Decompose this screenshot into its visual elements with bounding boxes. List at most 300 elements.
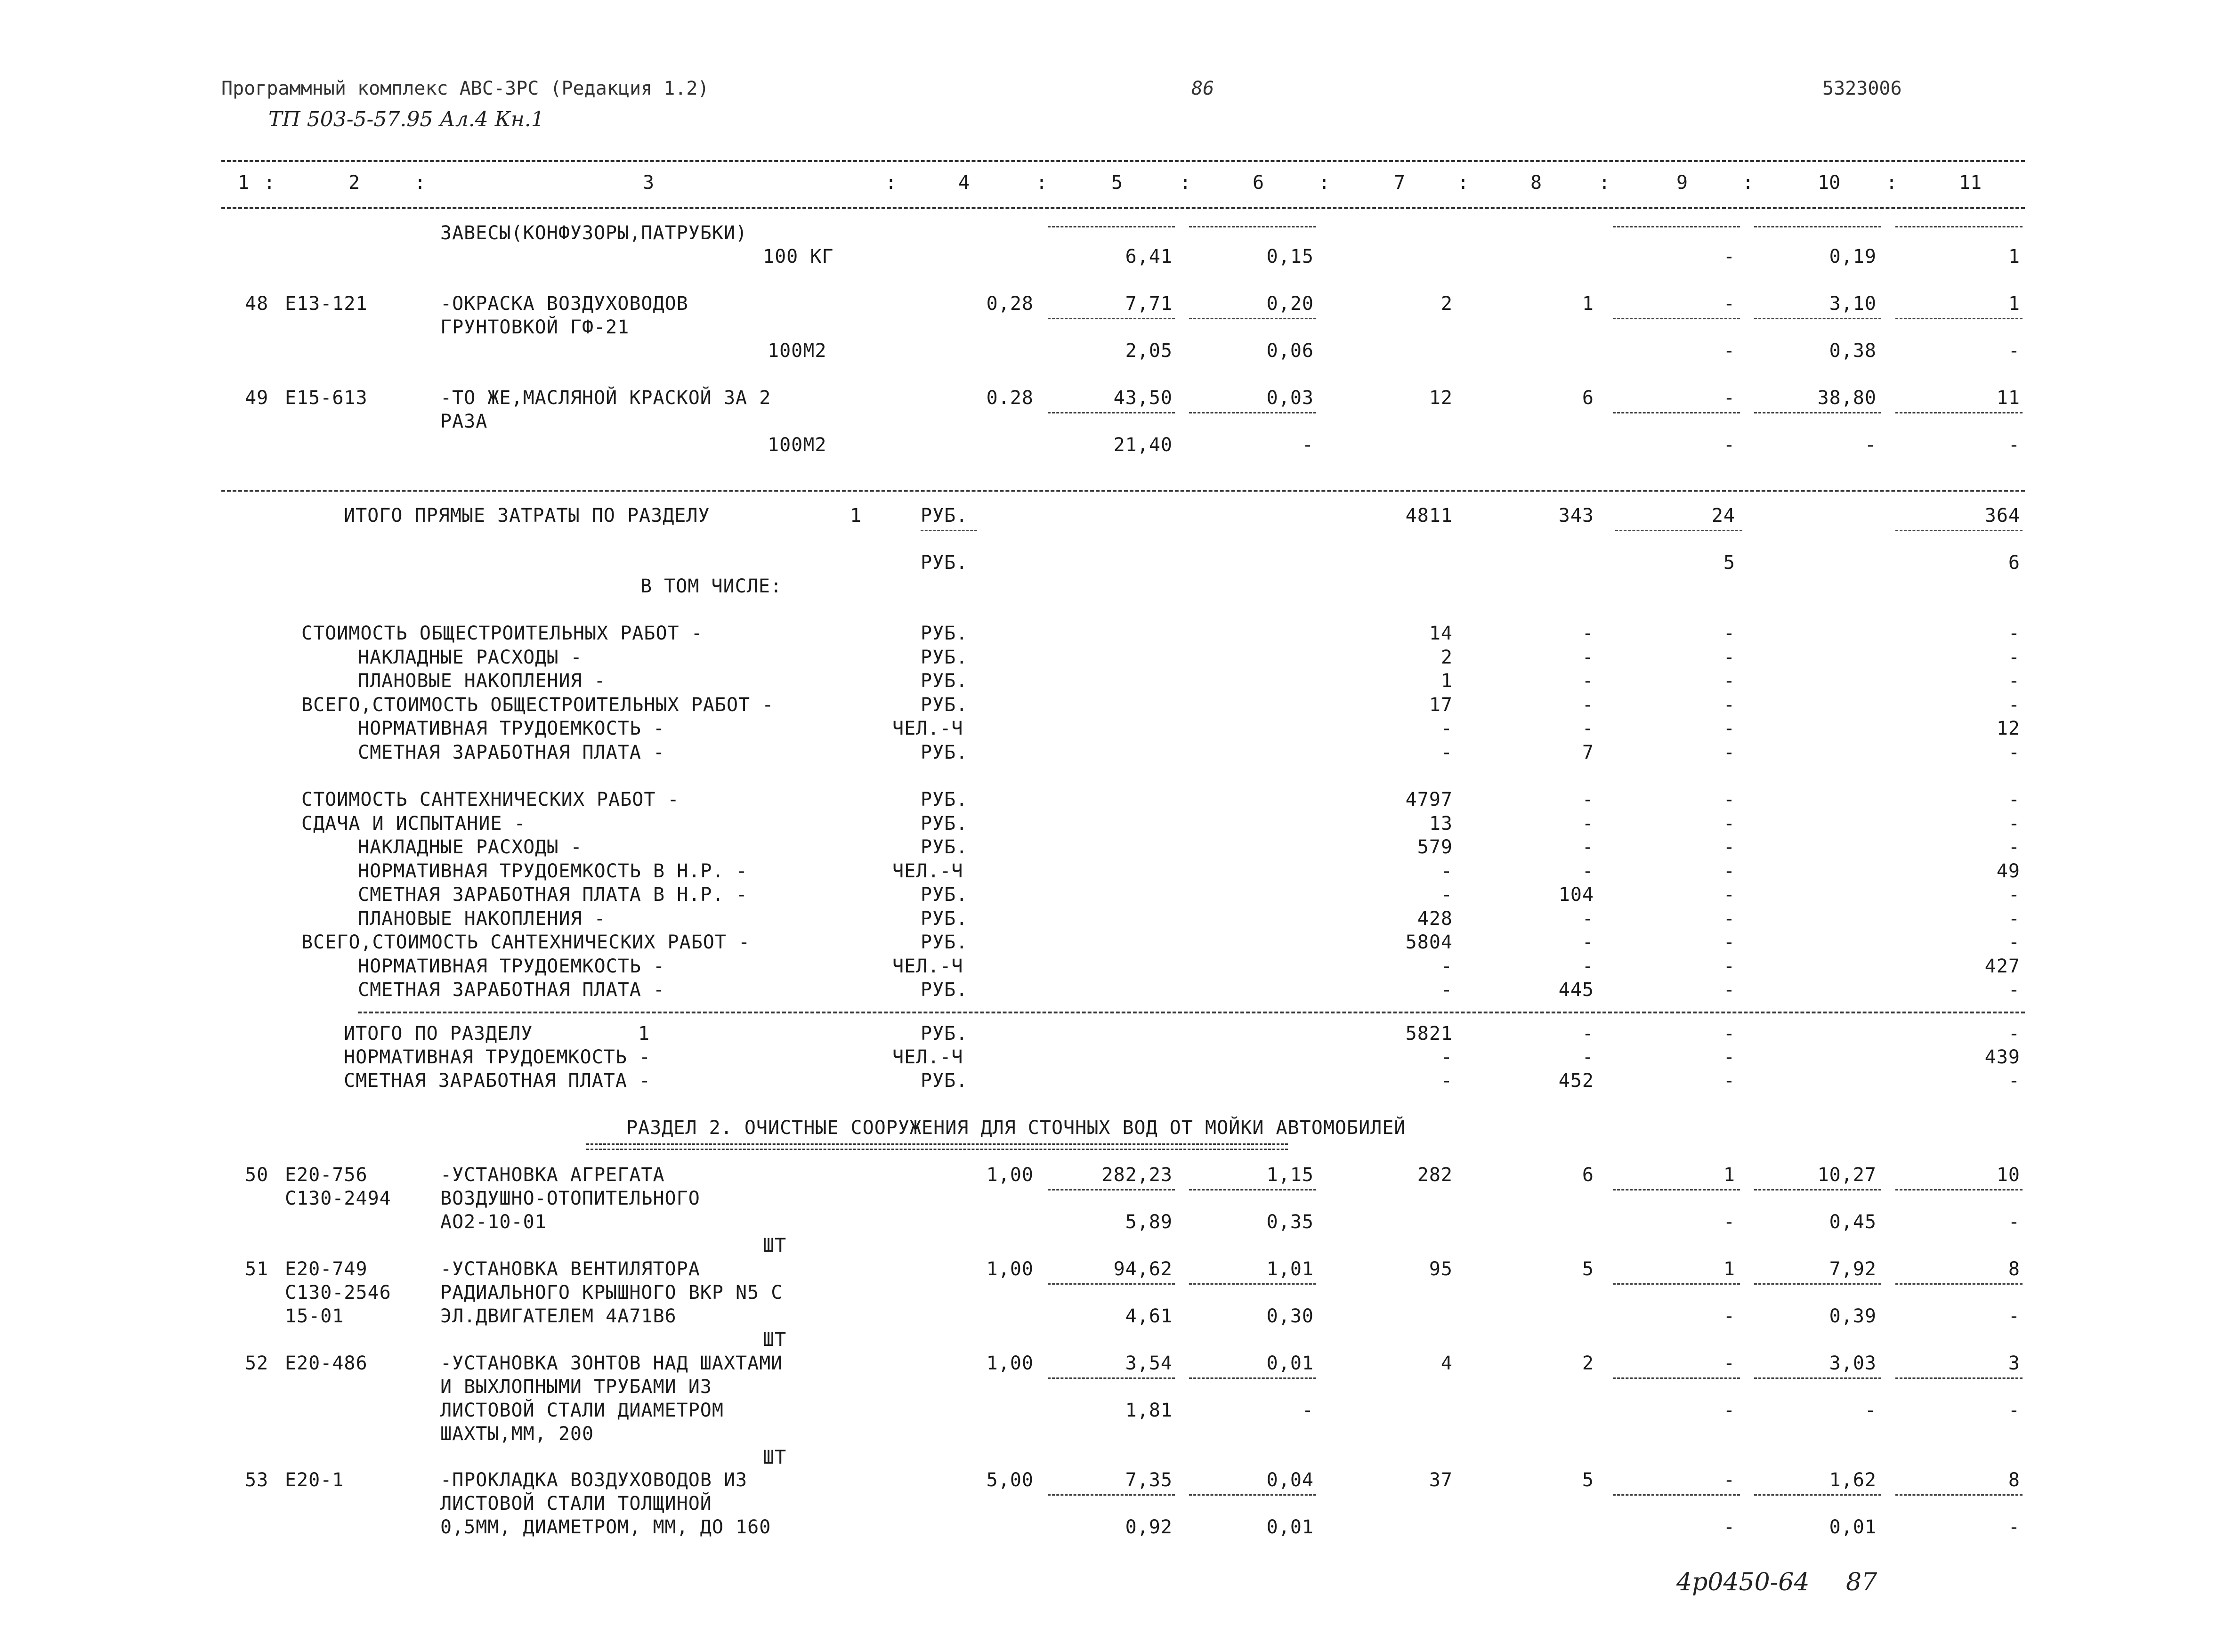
summary-c11: -	[2008, 907, 2020, 930]
value-c6-wage: -	[1302, 434, 1314, 456]
summary-c9: -	[1723, 718, 1735, 739]
summary-c11: -	[2008, 646, 2020, 668]
item-description: ШАХТЫ,ММ, 200	[440, 1423, 594, 1445]
underline-c10	[1754, 1494, 1881, 1496]
value-c10: 10,27	[1817, 1164, 1877, 1186]
column-number: 6	[1253, 172, 1264, 194]
summary-c9: -	[1723, 812, 1735, 834]
item-unit: 100М2	[768, 340, 827, 362]
total-c8: 343	[1558, 505, 1594, 526]
underline-c10	[1754, 1283, 1881, 1285]
column-number: 8	[1530, 172, 1542, 194]
summary-c11: 12	[1996, 718, 2020, 739]
summary-c7: 579	[1417, 836, 1453, 858]
underline-c10	[1754, 1377, 1881, 1379]
section-total-unit: РУБ.	[921, 1023, 968, 1045]
underline-c11	[1895, 1494, 2023, 1496]
column-number: 5	[1111, 172, 1123, 194]
item-resource-code: С130-2494	[285, 1188, 391, 1209]
summary-c7: -	[1440, 860, 1453, 882]
value-c11: 10	[1996, 1164, 2020, 1186]
value-c5-wage: 1,81	[1125, 1400, 1173, 1421]
value-c7-total: 4	[1440, 1352, 1453, 1374]
summary-c8: -	[1582, 789, 1594, 810]
value-c10-wage: 0,19	[1829, 246, 1877, 267]
column-number: 7	[1394, 172, 1406, 194]
summary-unit: РУБ.	[921, 907, 968, 930]
underline-c9	[1613, 226, 1740, 227]
value-c10-wage: 0,39	[1829, 1305, 1877, 1327]
item-resource-code: С130-2546	[285, 1282, 391, 1304]
value-c9-wage: -	[1723, 246, 1735, 267]
value-c8-total: 5	[1582, 1469, 1594, 1491]
underline-c11	[1895, 1377, 2023, 1379]
value-c6-unit-cost: 1,15	[1266, 1164, 1314, 1186]
summary-unit: РУБ.	[921, 979, 968, 1001]
summary-c8: -	[1582, 694, 1594, 716]
item-description: -ОКРАСКА ВОЗДУХОВОДОВ	[440, 293, 688, 315]
summary-c11: -	[2008, 623, 2020, 644]
summary-c8: -	[1582, 670, 1594, 692]
underline-c11	[1895, 412, 2023, 413]
item-code: Е20-756	[285, 1164, 368, 1186]
section-total-unit: РУБ.	[921, 1070, 968, 1092]
summary-label: НАКЛАДНЫЕ РАСХОДЫ -	[358, 646, 583, 668]
section-number: 1	[850, 505, 862, 526]
value-c11-wage: 1	[2008, 246, 2020, 267]
underline-c6	[1189, 1494, 1316, 1496]
item-number: 52	[245, 1352, 269, 1374]
summary-c8: -	[1582, 931, 1594, 953]
value-c10: 3,10	[1829, 293, 1877, 315]
summary-label: СМЕТНАЯ ЗАРАБОТНАЯ ПЛАТА В Н.Р. -	[358, 884, 748, 906]
handwritten-sheet-page: 87	[1846, 1568, 1877, 1596]
value-c6-unit-cost: 1,01	[1266, 1258, 1314, 1280]
summary-c11: 427	[1984, 955, 2020, 977]
summary-label: НАКЛАДНЫЕ РАСХОДЫ -	[358, 836, 583, 858]
summary-c7: -	[1440, 979, 1453, 1001]
summary-c11: -	[2008, 812, 2020, 834]
item-description-line2: ГРУНТОВКОЙ ГФ-21	[440, 316, 630, 338]
summary-c8: 104	[1558, 884, 1594, 906]
summary-c9: -	[1723, 694, 1735, 716]
value-c11-wage: -	[2008, 340, 2020, 362]
value-c9-wage: -	[1723, 1516, 1735, 1538]
section-2-title: РАЗДЕЛ 2. ОЧИСТНЫЕ СООРУЖЕНИЯ ДЛЯ СТОЧНЫХ ВОД ОТ МОЙКИ АВТОМОБИЛЕЙ	[626, 1117, 1406, 1139]
underline-c9	[1613, 1283, 1740, 1285]
underline-c5	[1048, 1377, 1175, 1379]
section-total-c8: 452	[1558, 1070, 1594, 1092]
item-description: ЭЛ.ДВИГАТЕЛЕМ 4А71В6	[440, 1305, 677, 1327]
summary-label: НОРМАТИВНАЯ ТРУДОЕМКОСТЬ -	[358, 718, 665, 739]
summary-c9: -	[1723, 623, 1735, 644]
column-number: 1	[238, 172, 250, 194]
value-c7-total: 2	[1440, 293, 1453, 315]
summary-c9: -	[1723, 860, 1735, 882]
summary-c11: -	[2008, 931, 2020, 953]
value-c4-quantity: 1,00	[986, 1164, 1034, 1186]
summary-c7: 14	[1429, 623, 1453, 644]
summary-c11: -	[2008, 979, 2020, 1001]
value-c8-total: 1	[1582, 293, 1594, 315]
summary-unit: РУБ.	[921, 694, 968, 716]
value-c11-wage: -	[2008, 1211, 2020, 1233]
underline-c11	[1895, 1189, 2023, 1190]
summary-c7: -	[1440, 955, 1453, 977]
summary-label: НОРМАТИВНАЯ ТРУДОЕМКОСТЬ В Н.Р. -	[358, 860, 748, 882]
underline-c11	[1895, 318, 2023, 319]
summary-unit: РУБ.	[921, 741, 968, 763]
value-c11: 11	[1996, 387, 2020, 409]
summary-unit: РУБ.	[921, 789, 968, 810]
column-separator: :	[1036, 172, 1048, 194]
item-resource-code-2: 15-01	[285, 1305, 344, 1327]
summary-c8: 445	[1558, 979, 1594, 1001]
value-c9-wage: -	[1723, 1211, 1735, 1233]
value-c6-wage: 0,35	[1266, 1211, 1314, 1233]
value-c6-unit-cost: 0,20	[1266, 293, 1314, 315]
summary-c8: -	[1582, 812, 1594, 834]
summary-c11: -	[2008, 836, 2020, 858]
summary-c11: -	[2008, 670, 2020, 692]
summary-c9: -	[1723, 955, 1735, 977]
summary-c7: 1	[1440, 670, 1453, 692]
summary-c8: -	[1582, 860, 1594, 882]
summary-unit: РУБ.	[921, 670, 968, 692]
value-c11-wage: -	[2008, 1400, 2020, 1421]
value-c11-wage: -	[2008, 1516, 2020, 1538]
value-c6-wage: 0,15	[1266, 246, 1314, 267]
column-number: 2	[348, 172, 360, 194]
summary-c7: -	[1440, 741, 1453, 763]
total-c11: 364	[1984, 505, 2020, 526]
value-c5-unit-cost: 43,50	[1113, 387, 1173, 409]
item-number: 50	[245, 1164, 269, 1186]
item-description: И ВЫХЛОПНЫМИ ТРУБАМИ ИЗ	[440, 1376, 712, 1398]
value-c9-wage: -	[1723, 434, 1735, 456]
value-c4-quantity: 0.28	[986, 387, 1034, 409]
column-separator: :	[1180, 172, 1191, 194]
underline-c6	[1189, 412, 1316, 413]
value-c5-unit-cost: 3,54	[1125, 1352, 1173, 1374]
underline-c6	[1189, 1189, 1316, 1190]
section-2-title-underline	[586, 1143, 1288, 1150]
summary-c7: 17	[1429, 694, 1453, 716]
summary-unit: ЧЕЛ.-Ч	[892, 860, 963, 882]
underline-c10	[1754, 1189, 1881, 1190]
value-c11-wage: -	[2008, 434, 2020, 456]
value-c6-unit-cost: 0,04	[1266, 1469, 1314, 1491]
column-separator: :	[1457, 172, 1469, 194]
summary-c8: -	[1582, 718, 1594, 739]
section-total-c7: -	[1440, 1070, 1453, 1092]
summary-c8: -	[1582, 646, 1594, 668]
underline-c11	[1895, 226, 2023, 227]
value-c4-quantity: 1,00	[986, 1352, 1034, 1374]
handwritten-project-number: ТП 503-5-57.95 Ал.4 Кн.1	[268, 107, 544, 131]
summary-c9: -	[1723, 907, 1735, 930]
summary-c8: -	[1582, 836, 1594, 858]
item-code: Е13-121	[285, 293, 368, 315]
value-c6-wage: 0,06	[1266, 340, 1314, 362]
section-total-label: НОРМАТИВНАЯ ТРУДОЕМКОСТЬ -	[344, 1046, 651, 1068]
item-code: Е20-749	[285, 1258, 368, 1280]
summary-c9: -	[1723, 931, 1735, 953]
value-c5-unit-cost: 7,35	[1125, 1469, 1173, 1491]
summary-label: СТОИМОСТЬ САНТЕХНИЧЕСКИХ РАБОТ -	[301, 789, 680, 810]
column-separator: :	[1599, 172, 1610, 194]
item-unit: ШТ	[763, 1235, 787, 1256]
value-c4-quantity: 0,28	[986, 293, 1034, 315]
header-rule-top	[221, 160, 2025, 162]
summary-label: ВСЕГО,СТОИМОСТЬ САНТЕХНИЧЕСКИХ РАБОТ -	[301, 931, 751, 953]
summary-c11: -	[2008, 741, 2020, 763]
page-number: 86	[1191, 78, 1214, 99]
column-separator: :	[414, 172, 426, 194]
value-c10-wage: -	[1864, 1400, 1877, 1421]
value-c5-unit-cost: 282,23	[1101, 1164, 1173, 1186]
summary-unit: РУБ.	[921, 646, 968, 668]
section-total-c11: -	[2008, 1023, 2020, 1045]
value-c5-unit-cost: 94,62	[1113, 1258, 1173, 1280]
column-separator: :	[264, 172, 275, 194]
value-c7-total: 37	[1429, 1469, 1453, 1491]
underline-c9	[1613, 318, 1740, 319]
item-description: 0,5ММ, ДИАМЕТРОМ, ММ, ДО 160	[440, 1516, 771, 1538]
summary-c7: 2	[1440, 646, 1453, 668]
item-unit: 100 КГ	[763, 246, 834, 267]
value-c11: 1	[2008, 293, 2020, 315]
summary-c9: -	[1723, 741, 1735, 763]
summary-c11: -	[2008, 789, 2020, 810]
total-c9-wage: 5	[1723, 552, 1735, 574]
total-c9: 24	[1711, 505, 1735, 526]
column-number: 10	[1818, 172, 1841, 194]
section-number: 1	[638, 1023, 650, 1045]
underline-c6	[1189, 1377, 1316, 1379]
column-separator: :	[1886, 172, 1898, 194]
unit-underline	[921, 530, 977, 531]
underline-c9	[1613, 412, 1740, 413]
summary-label: ПЛАНОВЫЕ НАКОПЛЕНИЯ -	[358, 907, 606, 930]
value-c10: 3,03	[1829, 1352, 1877, 1374]
value-c6-unit-cost: 0,01	[1266, 1352, 1314, 1374]
section-total-c9: -	[1723, 1023, 1735, 1045]
section-total-c9: -	[1723, 1046, 1735, 1068]
value-c9: 1	[1723, 1258, 1735, 1280]
value-c5-wage: 2,05	[1125, 340, 1173, 362]
summary-label: ВСЕГО,СТОИМОСТЬ ОБЩЕСТРОИТЕЛЬНЫХ РАБОТ -	[301, 694, 774, 716]
underline-c6	[1189, 226, 1316, 227]
underline-c11	[1895, 1283, 2023, 1285]
value-c9: -	[1723, 1469, 1735, 1491]
summary-c9: -	[1723, 670, 1735, 692]
value-c10: 38,80	[1817, 387, 1877, 409]
underline-c9	[1613, 1494, 1740, 1496]
item-description-line2: РАЗА	[440, 411, 488, 432]
column-number: 3	[643, 172, 655, 194]
item-description: ЗАВЕСЫ(КОНФУЗОРЫ,ПАТРУБКИ)	[440, 222, 748, 244]
summary-c9: -	[1723, 789, 1735, 810]
value-c7-total: 282	[1417, 1164, 1453, 1186]
section-total-c7: 5821	[1405, 1023, 1453, 1045]
section-total-c11: -	[2008, 1070, 2020, 1092]
summary-label: СДАЧА И ИСПЫТАНИЕ -	[301, 812, 526, 834]
value-c10: 1,62	[1829, 1469, 1877, 1491]
column-separator: :	[1319, 172, 1330, 194]
item-code: Е20-1	[285, 1469, 344, 1491]
summary-c9: -	[1723, 646, 1735, 668]
unit-label: РУБ.	[921, 552, 968, 574]
summary-unit: ЧЕЛ.-Ч	[892, 718, 963, 739]
value-c11: 3	[2008, 1352, 2020, 1374]
item-description: РАДИАЛЬНОГО КРЫШНОГО ВКР N5 С	[440, 1282, 783, 1304]
underline-c9	[1615, 530, 1742, 531]
item-description: ВОЗДУШНО-ОТОПИТЕЛЬНОГО	[440, 1188, 700, 1209]
item-unit: ШТ	[763, 1447, 787, 1468]
underline-c10	[1754, 318, 1881, 319]
section-total-c8: -	[1582, 1023, 1594, 1045]
summary-c8: -	[1582, 907, 1594, 930]
value-c5-wage: 5,89	[1125, 1211, 1173, 1233]
value-c10-wage: 0,45	[1829, 1211, 1877, 1233]
summary-c7: -	[1440, 884, 1453, 906]
column-number: 11	[1959, 172, 1982, 194]
value-c5-wage: 6,41	[1125, 246, 1173, 267]
value-c4-quantity: 1,00	[986, 1258, 1034, 1280]
summary-label: НОРМАТИВНАЯ ТРУДОЕМКОСТЬ -	[358, 955, 665, 977]
value-c8-total: 5	[1582, 1258, 1594, 1280]
underline-c10	[1754, 226, 1881, 227]
underline-c5	[1048, 1494, 1175, 1496]
summary-c9: -	[1723, 884, 1735, 906]
value-c5-wage: 4,61	[1125, 1305, 1173, 1327]
item-number: 51	[245, 1258, 269, 1280]
summary-c7: 13	[1429, 812, 1453, 834]
section-subtotal-rule	[358, 1012, 2025, 1013]
column-separator: :	[885, 172, 897, 194]
value-c9-wage: -	[1723, 1305, 1735, 1327]
item-description: -УСТАНОВКА АГРЕГАТА	[440, 1164, 665, 1186]
item-description: ЛИСТОВОЙ СТАЛИ ДИАМЕТРОМ	[440, 1400, 724, 1421]
value-c9-wage: -	[1723, 1400, 1735, 1421]
summary-c8: -	[1582, 955, 1594, 977]
underline-c9	[1613, 1189, 1740, 1190]
item-code: Е15-613	[285, 387, 368, 409]
value-c7-total: 95	[1429, 1258, 1453, 1280]
summary-unit: РУБ.	[921, 931, 968, 953]
value-c8-total: 2	[1582, 1352, 1594, 1374]
column-number: 4	[958, 172, 970, 194]
underline-c6	[1189, 318, 1316, 319]
total-c7: 4811	[1405, 505, 1453, 526]
summary-c8: 7	[1582, 741, 1594, 763]
section-total-c11: 439	[1984, 1046, 2020, 1068]
value-c6-wage: 0,30	[1266, 1305, 1314, 1327]
direct-costs-total-label: ИТОГО ПРЯМЫЕ ЗАТРАТЫ ПО РАЗДЕЛУ	[344, 505, 710, 526]
summary-unit: ЧЕЛ.-Ч	[892, 955, 963, 977]
summary-c7: -	[1440, 718, 1453, 739]
value-c5-wage: 21,40	[1113, 434, 1173, 456]
item-code: Е20-486	[285, 1352, 368, 1374]
summary-c11: -	[2008, 694, 2020, 716]
summary-unit: РУБ.	[921, 812, 968, 834]
item-description: -УСТАНОВКА ВЕНТИЛЯТОРА	[440, 1258, 700, 1280]
value-c9: 1	[1723, 1164, 1735, 1186]
value-c9: -	[1723, 387, 1735, 409]
unit-label: РУБ.	[921, 505, 968, 526]
section-total-label: ИТОГО ПО РАЗДЕЛУ	[344, 1023, 533, 1045]
item-unit: 100М2	[768, 434, 827, 456]
underline-c9	[1613, 1377, 1740, 1379]
value-c5-wage: 0,92	[1125, 1516, 1173, 1538]
item-description: -УСТАНОВКА ЗОНТОВ НАД ШАХТАМИ	[440, 1352, 783, 1374]
document-code: 5323006	[1822, 78, 1902, 99]
summary-label: СМЕТНАЯ ЗАРАБОТНАЯ ПЛАТА -	[358, 741, 665, 763]
header-rule-bottom	[221, 207, 2025, 209]
section-total-unit: ЧЕЛ.-Ч	[892, 1046, 963, 1068]
value-c8-total: 6	[1582, 387, 1594, 409]
underline-c5	[1048, 412, 1175, 413]
total-c11-wage: 6	[2008, 552, 2020, 574]
summary-c7: 428	[1417, 907, 1453, 930]
including-label: В ТОМ ЧИСЛЕ:	[640, 575, 782, 597]
value-c6-unit-cost: 0,03	[1266, 387, 1314, 409]
item-description: АО2-10-01	[440, 1211, 547, 1233]
item-description: -ТО ЖЕ,МАСЛЯНОЙ КРАСКОЙ ЗА 2	[440, 387, 771, 409]
value-c10: 7,92	[1829, 1258, 1877, 1280]
item-unit: ШТ	[763, 1329, 787, 1351]
value-c10-wage: -	[1864, 434, 1877, 456]
value-c7-total: 12	[1429, 387, 1453, 409]
item-number: 48	[245, 293, 269, 315]
section-total-c7: -	[1440, 1046, 1453, 1068]
value-c6-wage: 0,01	[1266, 1516, 1314, 1538]
value-c11-wage: -	[2008, 1305, 2020, 1327]
value-c5-unit-cost: 7,71	[1125, 293, 1173, 315]
summary-unit: РУБ.	[921, 884, 968, 906]
underline-c5	[1048, 226, 1175, 227]
value-c9: -	[1723, 1352, 1735, 1374]
underline-c5	[1048, 1283, 1175, 1285]
underline-c10	[1754, 412, 1881, 413]
value-c10-wage: 0,38	[1829, 340, 1877, 362]
summary-label: СТОИМОСТЬ ОБЩЕСТРОИТЕЛЬНЫХ РАБОТ -	[301, 623, 703, 644]
summary-c9: -	[1723, 836, 1735, 858]
summary-label: СМЕТНАЯ ЗАРАБОТНАЯ ПЛАТА -	[358, 979, 665, 1001]
item-number: 49	[245, 387, 269, 409]
program-title: Программный комплекс АВС-3РС (Редакция 1.2)	[221, 78, 709, 99]
column-separator: :	[1742, 172, 1754, 194]
underline-c6	[1189, 1283, 1316, 1285]
value-c10-wage: 0,01	[1829, 1516, 1877, 1538]
section-total-rule	[221, 490, 2025, 492]
summary-c11: 49	[1996, 860, 2020, 882]
summary-label: ПЛАНОВЫЕ НАКОПЛЕНИЯ -	[358, 670, 606, 692]
summary-unit: РУБ.	[921, 623, 968, 644]
section-total-c9: -	[1723, 1070, 1735, 1092]
value-c9: -	[1723, 293, 1735, 315]
column-number: 9	[1676, 172, 1688, 194]
underline-c5	[1048, 1189, 1175, 1190]
value-c8-total: 6	[1582, 1164, 1594, 1186]
summary-unit: РУБ.	[921, 836, 968, 858]
section-total-label: СМЕТНАЯ ЗАРАБОТНАЯ ПЛАТА -	[344, 1070, 651, 1092]
item-number: 53	[245, 1469, 269, 1491]
handwritten-sheet-code: 4р0450-64	[1676, 1568, 1810, 1596]
summary-c8: -	[1582, 623, 1594, 644]
value-c6-wage: -	[1302, 1400, 1314, 1421]
